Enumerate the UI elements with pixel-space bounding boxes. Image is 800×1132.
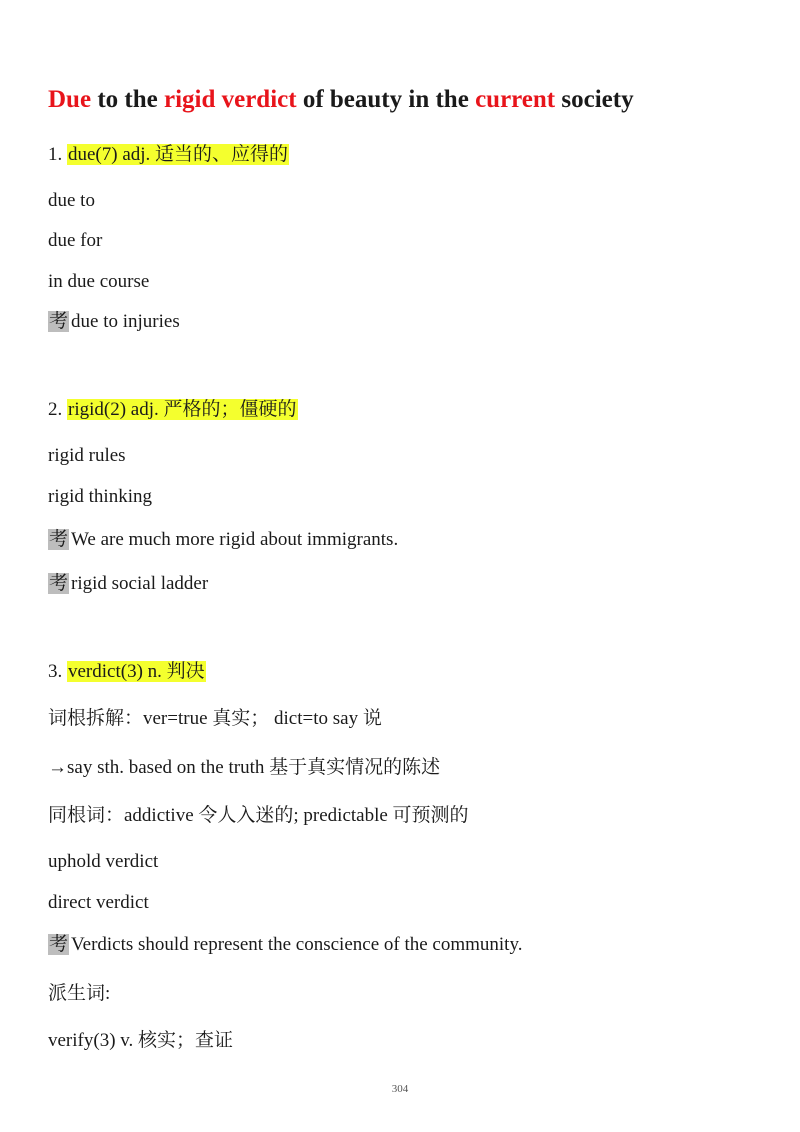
phrase-line: in due course bbox=[48, 271, 150, 292]
root-breakdown-line: 词根拆解：ver=true 真实； dict=to say 说 bbox=[48, 708, 382, 729]
section-number: 2. bbox=[48, 399, 67, 420]
highlighted-headword: due(7) adj. 适当的、应得的 bbox=[68, 144, 289, 165]
phrase-line: direct verdict bbox=[48, 892, 149, 913]
exam-text: We are much more rigid about immigrants. bbox=[71, 529, 399, 550]
highlighted-headword: verdict(3) n. 判决 bbox=[68, 661, 205, 682]
title-text: to the bbox=[91, 86, 164, 113]
derivative-line: verify(3) v. 核实；查证 bbox=[48, 1030, 234, 1051]
exam-badge: 考 bbox=[49, 934, 69, 955]
section-heading-due bbox=[48, 142, 289, 168]
exam-text: rigid social ladder bbox=[71, 573, 209, 594]
exam-example bbox=[48, 309, 180, 335]
section-number: 1. bbox=[48, 144, 67, 165]
title-word-rigid-verdict: rigid verdict bbox=[163, 86, 297, 113]
derivatives-label: 派生词: bbox=[48, 983, 111, 1004]
exam-example bbox=[48, 932, 522, 958]
section-heading-rigid bbox=[48, 397, 298, 423]
title-word-current: current bbox=[475, 86, 556, 113]
page-number: 304 bbox=[391, 1083, 409, 1095]
phrase-line: rigid rules bbox=[48, 445, 126, 466]
exam-badge: 考 bbox=[49, 573, 69, 594]
cognates-line: 同根词：addictive 令人入迷的; predictable 可预测的 bbox=[48, 805, 469, 826]
section-number: 3. bbox=[48, 661, 67, 682]
exam-badge: 考 bbox=[49, 529, 69, 550]
meaning-line: →say sth. based on the truth 基于真实情况的陈述 bbox=[48, 757, 441, 778]
exam-example bbox=[48, 527, 398, 553]
phrase-line: due for bbox=[48, 230, 103, 251]
exam-badge: 考 bbox=[49, 311, 69, 332]
exam-text: Verdicts should represent the conscience of the community. bbox=[71, 934, 523, 955]
title-text: of beauty in the bbox=[296, 86, 476, 113]
title-word-due: Due bbox=[48, 86, 92, 113]
phrase-line: rigid thinking bbox=[48, 486, 152, 507]
section-heading-verdict bbox=[48, 659, 206, 685]
exam-text: due to injuries bbox=[71, 311, 180, 332]
phrase-line: due to bbox=[48, 190, 95, 211]
title-text: society bbox=[555, 86, 634, 113]
page-title bbox=[48, 86, 634, 114]
phrase-line: uphold verdict bbox=[48, 851, 159, 872]
highlighted-headword: rigid(2) adj. 严格的；僵硬的 bbox=[68, 399, 297, 420]
exam-example bbox=[48, 571, 208, 597]
